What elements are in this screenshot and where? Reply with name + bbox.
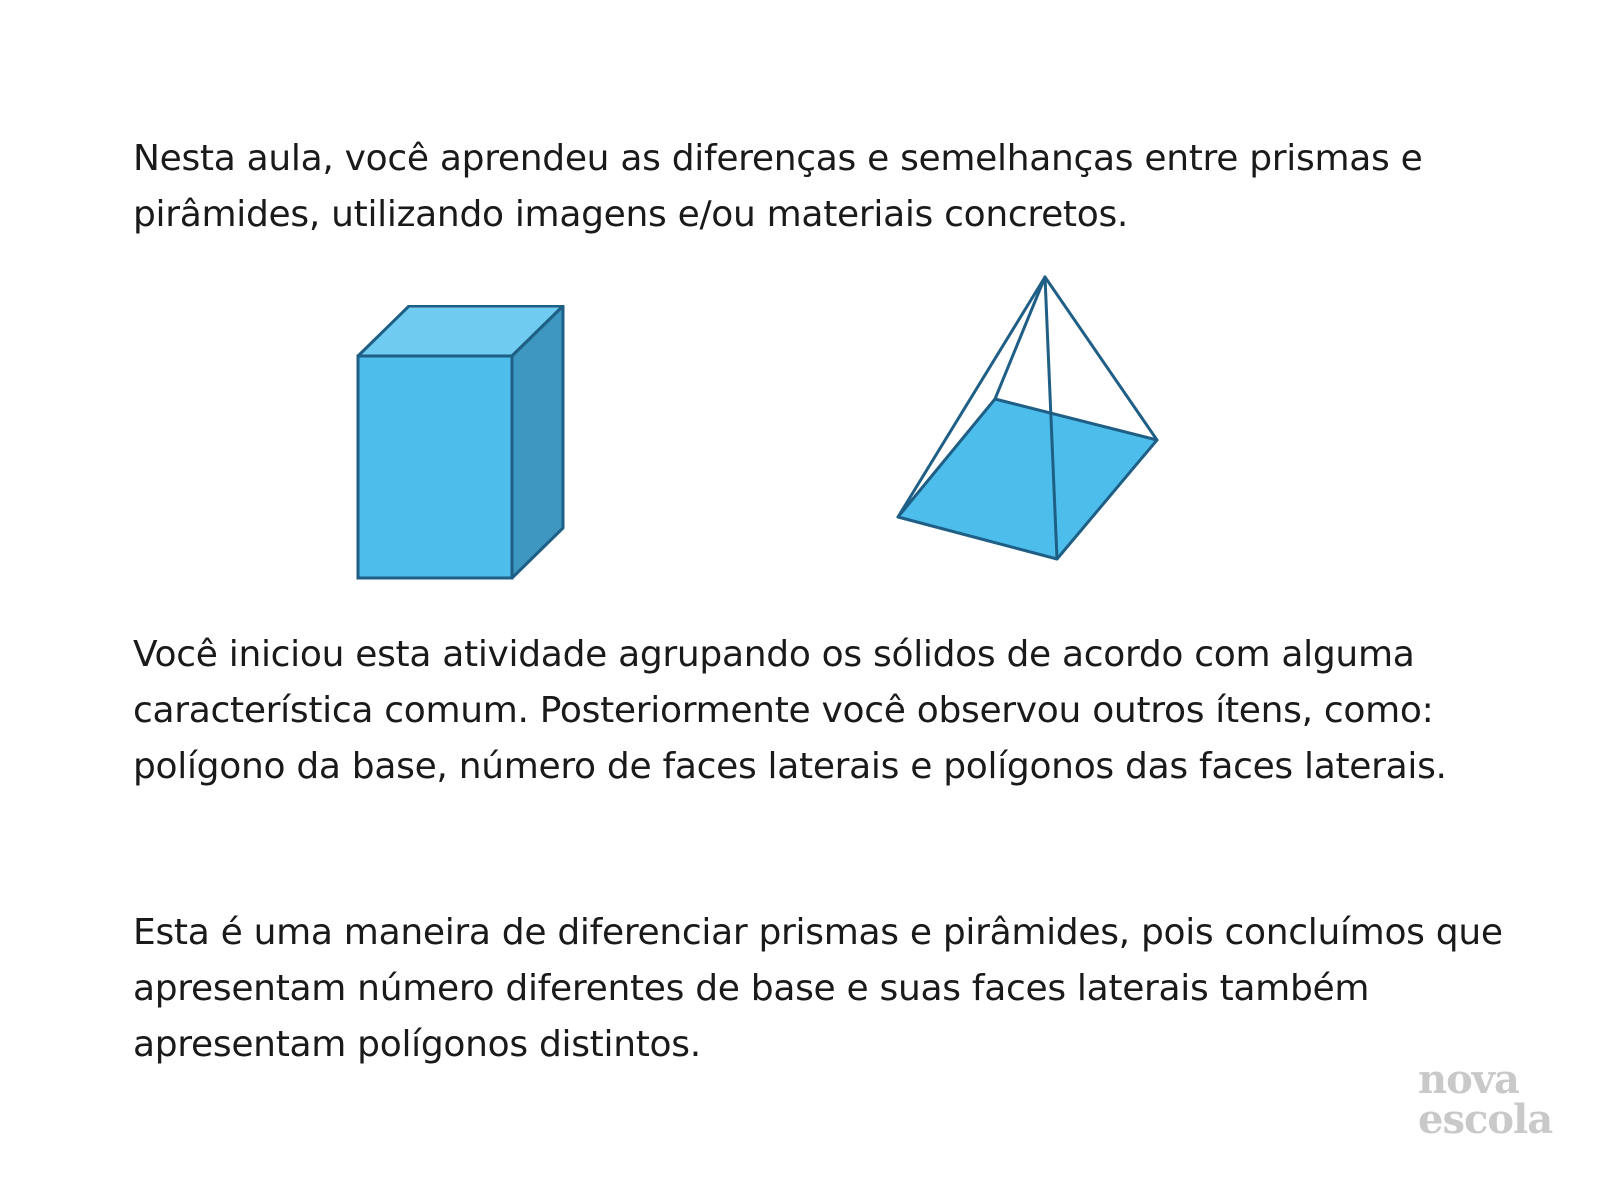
rectangular-prism-icon	[355, 305, 570, 585]
logo-line-2: escola	[1418, 1096, 1553, 1143]
square-pyramid-icon	[895, 275, 1175, 575]
intro-paragraph: Nesta aula, você aprendeu as diferenças e semelhanças entre prismas e pirâmides, utilizando imagens e/ou materiais concretos.	[133, 138, 1423, 235]
prism-front-face	[358, 356, 512, 578]
nova-escola-logo	[1418, 1056, 1578, 1143]
logo-line-1: nova	[1418, 1056, 1519, 1103]
conclusion-paragraph: Esta é uma maneira de diferenciar prismas e pirâmides, pois concluímos que apresentam número diferentes de base e suas faces laterais também apresentam polígonos distintos.	[133, 912, 1503, 1065]
pyramid-edge	[995, 277, 1045, 399]
prism-side-face	[512, 306, 563, 578]
pyramid-base	[898, 399, 1157, 559]
activity-paragraph: Você iniciou esta atividade agrupando os sólidos de acordo com alguma característica comum. Posteriormente você observou outros ítens, como: polígono da base, número de faces laterais e polígonos das faces laterais.	[133, 634, 1447, 787]
